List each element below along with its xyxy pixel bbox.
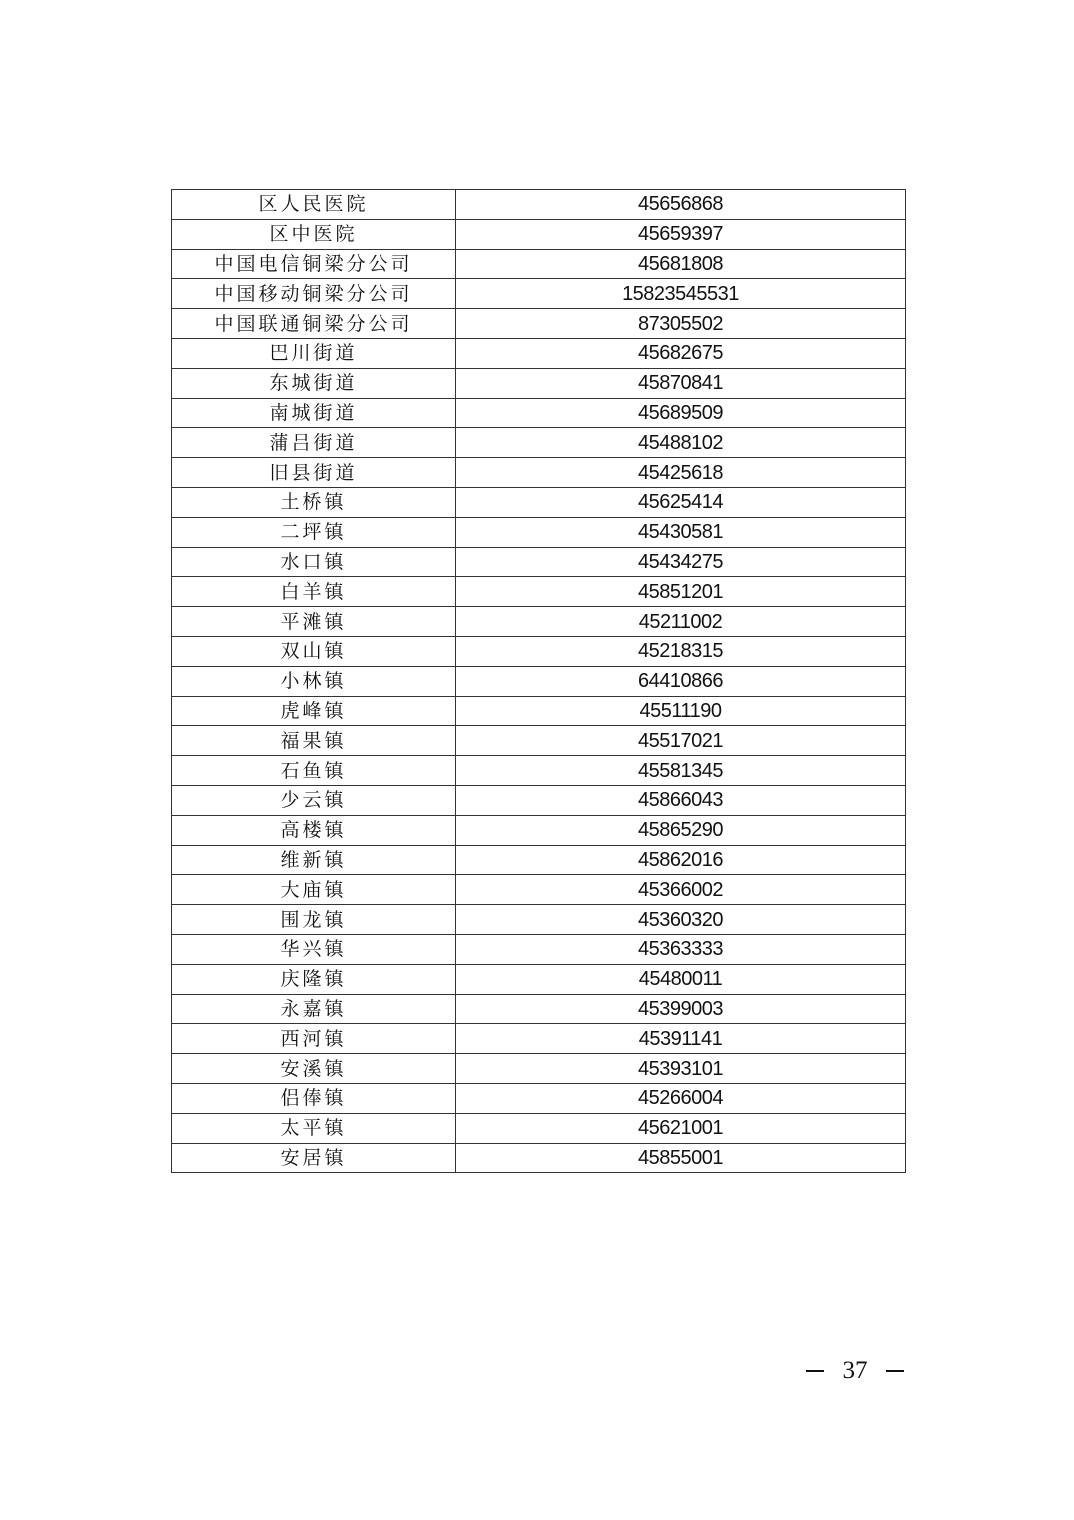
phone-number-cell: 45511190 — [456, 696, 906, 726]
table-row — [172, 696, 906, 726]
organization-name-cell: 区中医院 — [172, 219, 456, 249]
phone-number-cell: 45366002 — [456, 875, 906, 905]
organization-name-cell: 太平镇 — [172, 1113, 456, 1143]
table-row — [172, 338, 906, 368]
table-row — [172, 487, 906, 517]
organization-name-cell: 双山镇 — [172, 636, 456, 666]
phone-number-cell: 45430581 — [456, 517, 906, 547]
phone-number-cell: 45682675 — [456, 338, 906, 368]
page-number-value: 37 — [842, 1357, 868, 1384]
table-row — [172, 1024, 906, 1054]
table-row — [172, 428, 906, 458]
table-row — [172, 1113, 906, 1143]
table-row — [172, 398, 906, 428]
phone-number-cell: 45517021 — [456, 726, 906, 756]
table-row — [172, 756, 906, 786]
phone-number-cell: 45656868 — [456, 190, 906, 220]
page-number-left-dash — [806, 1370, 824, 1371]
table-row — [172, 547, 906, 577]
table-row — [172, 815, 906, 845]
organization-name-cell: 大庙镇 — [172, 875, 456, 905]
phone-number-cell: 45391141 — [456, 1024, 906, 1054]
organization-name-cell: 永嘉镇 — [172, 994, 456, 1024]
organization-name-cell: 安居镇 — [172, 1143, 456, 1173]
table-row — [172, 1083, 906, 1113]
table-row — [172, 190, 906, 220]
organization-name-cell: 少云镇 — [172, 785, 456, 815]
organization-name-cell: 西河镇 — [172, 1024, 456, 1054]
table-row — [172, 279, 906, 309]
phone-number-cell: 45681808 — [456, 249, 906, 279]
table-row — [172, 785, 906, 815]
table-row — [172, 994, 906, 1024]
organization-name-cell: 土桥镇 — [172, 487, 456, 517]
organization-name-cell: 巴川街道 — [172, 338, 456, 368]
phone-number-cell: 45266004 — [456, 1083, 906, 1113]
organization-name-cell: 平滩镇 — [172, 607, 456, 637]
table-row — [172, 219, 906, 249]
organization-name-cell: 蒲吕街道 — [172, 428, 456, 458]
organization-name-cell: 侣俸镇 — [172, 1083, 456, 1113]
phone-number-cell: 45855001 — [456, 1143, 906, 1173]
table-row — [172, 934, 906, 964]
organization-name-cell: 白羊镇 — [172, 577, 456, 607]
table-row — [172, 607, 906, 637]
phone-number-cell: 87305502 — [456, 309, 906, 339]
phone-number-cell: 64410866 — [456, 666, 906, 696]
phone-number-cell: 45659397 — [456, 219, 906, 249]
phone-number-cell: 45360320 — [456, 905, 906, 935]
table-row — [172, 905, 906, 935]
organization-name-cell: 石鱼镇 — [172, 756, 456, 786]
table-row — [172, 368, 906, 398]
organization-name-cell: 中国移动铜梁分公司 — [172, 279, 456, 309]
table-row — [172, 636, 906, 666]
table-row — [172, 1054, 906, 1084]
organization-name-cell: 旧县街道 — [172, 458, 456, 488]
organization-name-cell: 围龙镇 — [172, 905, 456, 935]
organization-name-cell: 中国联通铜梁分公司 — [172, 309, 456, 339]
organization-name-cell: 南城街道 — [172, 398, 456, 428]
phone-number-cell: 45862016 — [456, 845, 906, 875]
phone-number-cell: 45866043 — [456, 785, 906, 815]
phone-number-cell: 45399003 — [456, 994, 906, 1024]
phone-number-cell: 45211002 — [456, 607, 906, 637]
phone-number-cell: 45689509 — [456, 398, 906, 428]
page-number-right-dash — [886, 1370, 904, 1371]
table-row — [172, 845, 906, 875]
table-row — [172, 577, 906, 607]
organization-name-cell: 水口镇 — [172, 547, 456, 577]
phone-number-cell: 45581345 — [456, 756, 906, 786]
table-row — [172, 875, 906, 905]
phone-number-cell: 45393101 — [456, 1054, 906, 1084]
organization-name-cell: 庆隆镇 — [172, 964, 456, 994]
table-row — [172, 726, 906, 756]
organization-name-cell: 区人民医院 — [172, 190, 456, 220]
table-row — [172, 517, 906, 547]
phone-number-cell: 15823545531 — [456, 279, 906, 309]
organization-name-cell: 中国电信铜梁分公司 — [172, 249, 456, 279]
table-row — [172, 309, 906, 339]
phone-number-cell: 45363333 — [456, 934, 906, 964]
contact-table-body — [172, 190, 906, 1173]
organization-name-cell: 维新镇 — [172, 845, 456, 875]
organization-name-cell: 安溪镇 — [172, 1054, 456, 1084]
table-row — [172, 666, 906, 696]
phone-number-cell: 45870841 — [456, 368, 906, 398]
phone-number-cell: 45218315 — [456, 636, 906, 666]
phone-number-cell: 45625414 — [456, 487, 906, 517]
phone-number-cell: 45621001 — [456, 1113, 906, 1143]
phone-number-cell: 45425618 — [456, 458, 906, 488]
contact-table — [171, 189, 906, 1173]
organization-name-cell: 虎峰镇 — [172, 696, 456, 726]
organization-name-cell: 华兴镇 — [172, 934, 456, 964]
organization-name-cell: 二坪镇 — [172, 517, 456, 547]
organization-name-cell: 福果镇 — [172, 726, 456, 756]
page-number — [806, 1356, 904, 1386]
phone-number-cell: 45851201 — [456, 577, 906, 607]
table-row — [172, 1143, 906, 1173]
organization-name-cell: 东城街道 — [172, 368, 456, 398]
table-row — [172, 458, 906, 488]
organization-name-cell: 高楼镇 — [172, 815, 456, 845]
phone-number-cell: 45865290 — [456, 815, 906, 845]
table-row — [172, 964, 906, 994]
phone-number-cell: 45488102 — [456, 428, 906, 458]
table-row — [172, 249, 906, 279]
phone-number-cell: 45434275 — [456, 547, 906, 577]
phone-number-cell: 45480011 — [456, 964, 906, 994]
organization-name-cell: 小林镇 — [172, 666, 456, 696]
